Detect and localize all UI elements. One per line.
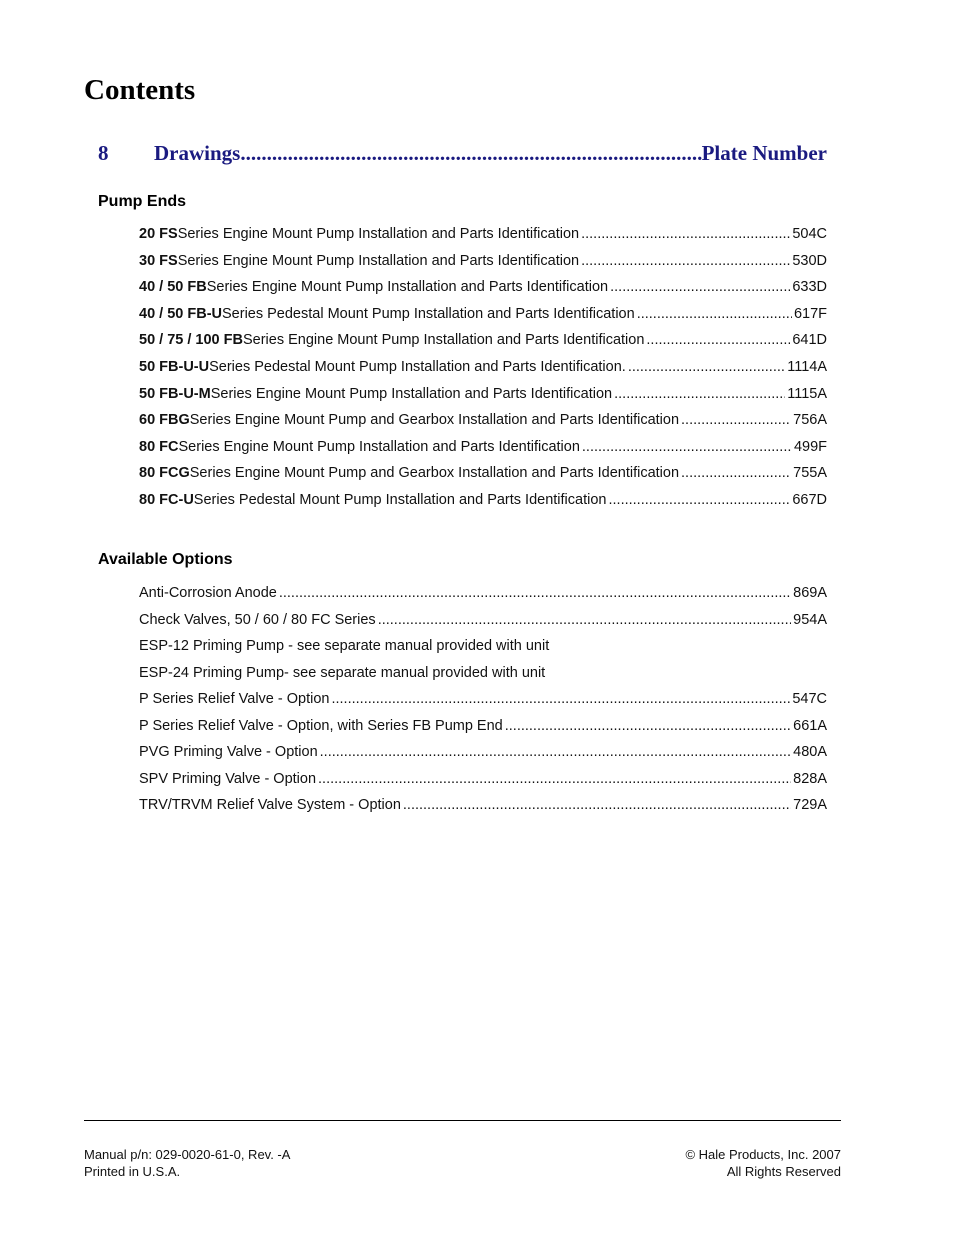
- entry-model: 30 FS: [139, 252, 178, 269]
- section-heading-pump-ends: Pump Ends: [98, 193, 187, 210]
- entry-plate-number: 530D: [792, 252, 827, 269]
- entry-model: 50 FB-U-M: [139, 385, 211, 402]
- pump-ends-list: [139, 221, 827, 514]
- dot-leader: [331, 686, 790, 713]
- entry-description: P Series Relief Valve - Option, with Series FB Pump End: [139, 717, 503, 734]
- entry-model: 50 FB-U-U: [139, 358, 210, 375]
- toc-entry[interactable]: [139, 713, 827, 740]
- entry-description: Series Engine Mount Pump Installation and Parts Identification: [242, 332, 645, 349]
- dot-leader: [581, 221, 790, 248]
- dot-leader: [279, 580, 791, 607]
- dot-leader: [681, 460, 791, 487]
- toc-entry[interactable]: [139, 221, 827, 248]
- dot-leader: [614, 381, 785, 408]
- dot-leader: [608, 487, 790, 514]
- toc-entry[interactable]: [139, 407, 827, 434]
- entry-model: 80 FCG: [139, 465, 190, 482]
- dot-leader: [240, 141, 701, 166]
- entry-description: Series Engine Mount Pump Installation and Parts Identification: [206, 279, 609, 296]
- dot-leader: [318, 766, 791, 793]
- section-heading-available-options: Available Options: [98, 551, 233, 568]
- entry-plate-number: 633D: [792, 279, 827, 296]
- entry-plate-number: 504C: [792, 226, 827, 242]
- entry-plate-number: 480A: [793, 744, 827, 760]
- entry-description: Series Pedestal Mount Pump Installation and Parts Identification.: [209, 358, 626, 375]
- dot-leader: [320, 739, 791, 766]
- toc-entry[interactable]: [139, 274, 827, 301]
- entry-plate-number: 499F: [793, 438, 827, 455]
- available-options-list: [139, 580, 827, 819]
- toc-entry[interactable]: [139, 327, 827, 354]
- toc-entry[interactable]: [139, 248, 827, 275]
- entry-model: 40 / 50 FB-U: [139, 305, 222, 322]
- entry-description: P Series Relief Valve - Option: [139, 691, 330, 707]
- footer-divider: [84, 1120, 841, 1121]
- entry-description: PVG Priming Valve - Option: [139, 744, 318, 760]
- entry-plate-number: 954A: [793, 611, 827, 628]
- toc-entry[interactable]: [139, 487, 827, 514]
- entry-plate-number: 828A: [793, 770, 827, 787]
- toc-entry[interactable]: [139, 354, 827, 381]
- entry-description: Anti-Corrosion Anode: [139, 585, 277, 601]
- manual-part-number: Manual p/n: 029-0020-61-0, Rev. -A: [84, 1147, 291, 1162]
- entry-description: Series Engine Mount Pump and Gearbox Installation and Parts Identification: [189, 465, 680, 482]
- entry-plate-number: 755A: [793, 465, 827, 482]
- toc-entry[interactable]: [139, 580, 827, 607]
- entry-description: SPV Priming Valve - Option: [139, 770, 317, 787]
- entry-plate-number: 617F: [793, 305, 827, 322]
- toc-entry: [139, 660, 827, 687]
- entry-description: ESP-24 Priming Pump- see separate manual provided with unit: [139, 664, 546, 681]
- toc-entry[interactable]: [139, 792, 827, 819]
- toc-entry[interactable]: [139, 460, 827, 487]
- footer-right: [685, 1146, 841, 1180]
- entry-model: 80 FC: [139, 438, 179, 455]
- dot-leader: [505, 713, 791, 740]
- dot-leader: [378, 607, 791, 634]
- entry-description: ESP-12 Priming Pump - see separate manual provided with unit: [139, 638, 550, 654]
- entry-description: TRV/TRVM Relief Valve System - Option: [139, 797, 401, 813]
- entry-plate-number: 667D: [792, 491, 827, 508]
- dot-leader: [581, 248, 790, 275]
- chapter-heading: [98, 141, 827, 169]
- toc-entry[interactable]: [139, 381, 827, 408]
- plate-number-label: Plate Number: [701, 141, 827, 165]
- toc-entry[interactable]: [139, 739, 827, 766]
- entry-model: 80 FC-U: [139, 491, 194, 508]
- entry-description: Series Engine Mount Pump Installation and Parts Identification: [177, 252, 580, 269]
- entry-plate-number: 661A: [793, 717, 827, 734]
- toc-entry[interactable]: [139, 686, 827, 713]
- entry-model: 20 FS: [139, 226, 178, 242]
- entry-description: Series Engine Mount Pump Installation and Parts Identification: [210, 385, 613, 402]
- entry-model: 50 / 75 / 100 FB: [139, 332, 243, 349]
- entry-description: Series Pedestal Mount Pump Installation and Parts Identification: [193, 491, 607, 508]
- entry-plate-number: 547C: [792, 691, 827, 707]
- entry-plate-number: 756A: [793, 412, 827, 429]
- entry-plate-number: 1115A: [787, 385, 827, 402]
- entry-plate-number: 729A: [793, 797, 827, 813]
- dot-leader: [610, 274, 790, 301]
- dot-leader: [403, 792, 791, 819]
- entry-description: Series Pedestal Mount Pump Installation and Parts Identification: [222, 305, 635, 322]
- chapter-number: 8: [98, 141, 109, 165]
- entry-plate-number: 869A: [793, 585, 827, 601]
- entry-model: 60 FBG: [139, 412, 190, 429]
- dot-leader: [582, 434, 792, 461]
- entry-model: 40 / 50 FB: [139, 279, 207, 296]
- entry-description: Series Engine Mount Pump Installation and Parts Identification: [178, 438, 580, 455]
- entry-description: Series Engine Mount Pump and Gearbox Installation and Parts Identification: [189, 412, 680, 429]
- footer-left: [84, 1146, 290, 1180]
- dot-leader: [681, 407, 791, 434]
- entry-description: Check Valves, 50 / 60 / 80 FC Series: [139, 611, 376, 628]
- entry-plate-number: 641D: [792, 332, 827, 349]
- dot-leader: [646, 327, 790, 354]
- toc-entry[interactable]: [139, 301, 827, 328]
- printed-in: Printed in U.S.A.: [84, 1164, 181, 1179]
- toc-entry[interactable]: [139, 434, 827, 461]
- entry-description: Series Engine Mount Pump Installation and Parts Identification: [177, 226, 580, 242]
- toc-entry: [139, 633, 827, 660]
- page-title: Contents: [84, 74, 196, 106]
- rights-reserved: All Rights Reserved: [726, 1164, 841, 1179]
- dot-leader: [637, 301, 792, 328]
- copyright: © Hale Products, Inc. 2007: [685, 1147, 841, 1162]
- toc-entry[interactable]: [139, 607, 827, 634]
- toc-entry[interactable]: [139, 766, 827, 793]
- chapter-title: Drawings: [154, 141, 241, 165]
- entry-plate-number: 1114A: [787, 358, 827, 375]
- dot-leader: [628, 354, 785, 381]
